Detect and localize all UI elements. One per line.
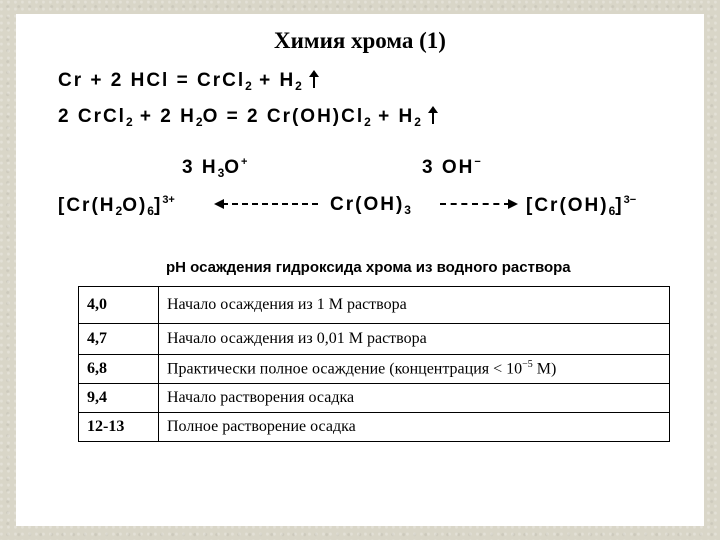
ph-table xyxy=(78,286,670,442)
table-row xyxy=(79,287,670,324)
dashed-arrow-right xyxy=(440,203,510,205)
table-row xyxy=(79,384,670,413)
dashed-arrow-left xyxy=(222,203,318,205)
hexahydroxo-complex: $[Cr(OH)_6]^{3-}$ xyxy=(526,194,637,218)
ph-description: Начало растворения осадка xyxy=(159,384,670,413)
hexaaqua-complex: $[Cr(H_2O)_6]^{3+}$ xyxy=(58,194,175,218)
table-title: pH осаждения гидроксида хрома из водного раствора xyxy=(166,259,571,276)
ph-value: 12-13 xyxy=(79,413,159,442)
h3o-label: 3 $H_3O^+$ xyxy=(182,156,248,180)
gas-up-arrow-icon xyxy=(308,70,320,88)
page-title: Химия хрома (1) xyxy=(274,28,446,53)
ph-value: 4,0 xyxy=(79,287,159,324)
ph-value: 6,8 xyxy=(79,355,159,384)
ph-description: Начало осаждения из 1 М раствора xyxy=(159,287,670,324)
ph-value: 4,7 xyxy=(79,324,159,355)
ph-description: Полное растворение осадка xyxy=(159,413,670,442)
ph-value: 9,4 xyxy=(79,384,159,413)
oh-label: 3 OH− xyxy=(422,156,481,178)
arrow-right-icon xyxy=(508,199,518,209)
table-row xyxy=(79,413,670,442)
ph-description: Начало осаждения из 0,01 М раствора xyxy=(159,324,670,355)
slide xyxy=(16,14,704,526)
ph-description: Практически полное осаждение (концентрация < $10^{-5}$ М) xyxy=(159,355,670,384)
equation-2: 2 CrCl$_2$ + 2 $H_2O = 2$ $Cr(OH)Cl_2 + H_2$ xyxy=(58,106,439,129)
chromium-hydroxide: $Cr(OH)_3$ xyxy=(330,194,411,217)
gas-up-arrow-icon xyxy=(427,106,439,124)
table-row xyxy=(79,324,670,355)
equation-1: Cr + 2 HCl = CrCl$_2$ + $H_2$ xyxy=(58,70,320,93)
table-row xyxy=(79,355,670,384)
